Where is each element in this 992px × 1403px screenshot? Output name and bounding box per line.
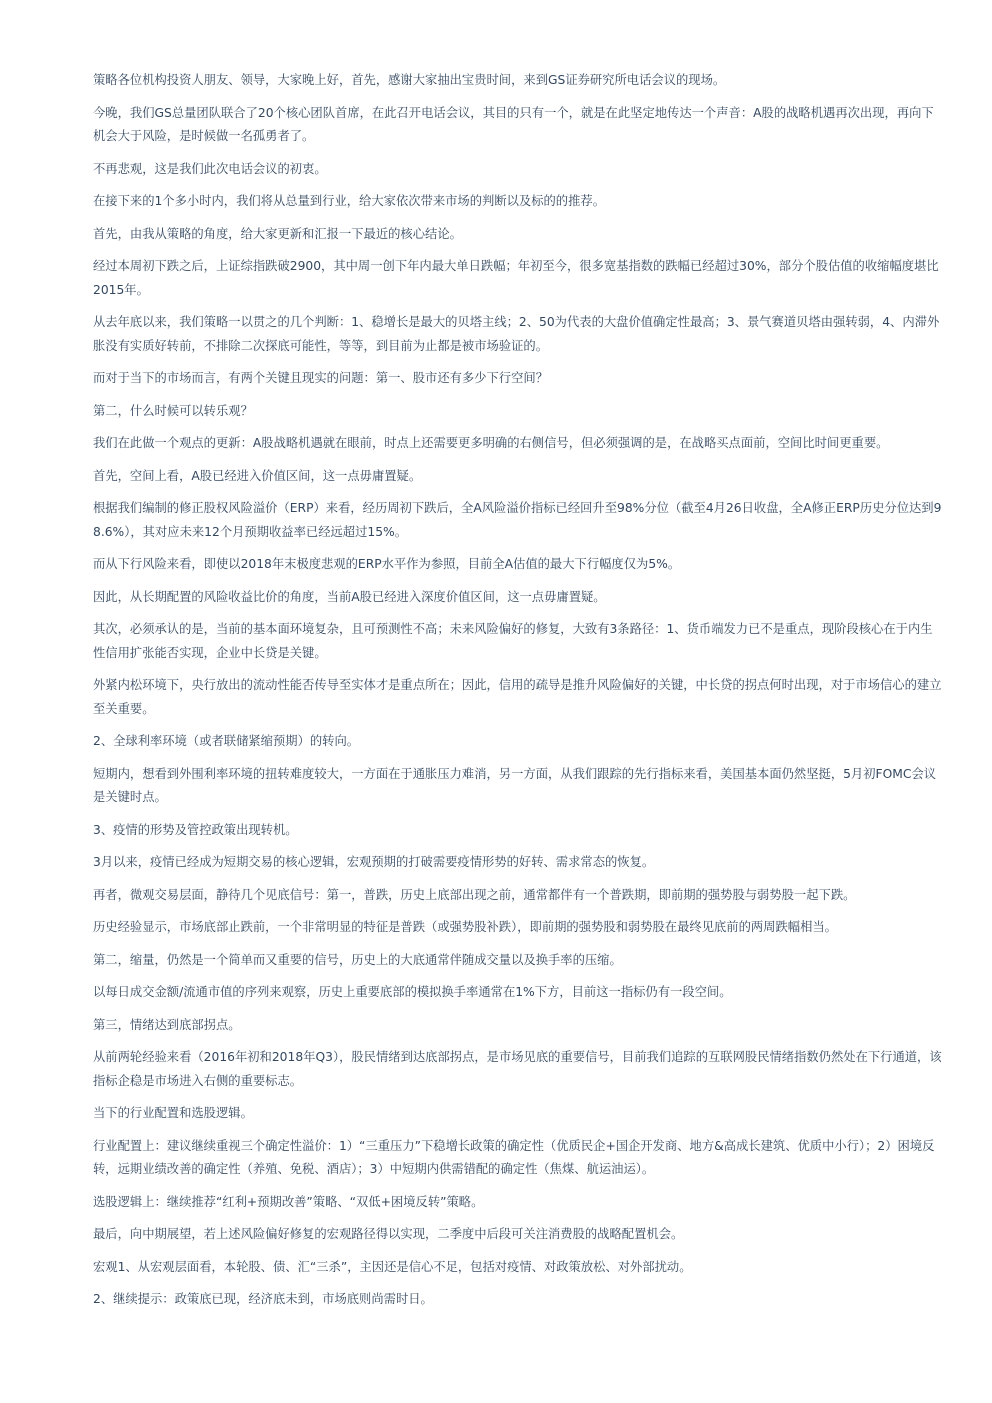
paragraph: 行业配置上：建议继续重视三个确定性溢价：1）“三重压力”下稳增长政策的确定性（优质民企+国企开发商、地方&高成长建筑、优质中小行）；2）困境反转，远期业绩改善的确定性（养殖、免税、酒店）；3）中短期内供需错配的确定性（焦煤、航运油运）。 [93,1138,935,1176]
paragraph: 不再悲观，这是我们此次电话会议的初衷。 [93,161,327,176]
paragraph: 首先，空间上看，A股已经进入价值区间，这一点毋庸置疑。 [93,468,422,483]
paragraph: 经过本周初下跌之后，上证综指跌破2900，其中周一创下年内最大单日跌幅；年初至今，很多宽基指数的跌幅已经超过30%，部分个股估值的收缩幅度堪比2015年。 [93,259,939,297]
paragraph: 首先，由我从策略的角度，给大家更新和汇报一下最近的核心结论。 [93,226,462,241]
paragraph: 从去年底以来，我们策略一以贯之的几个判断：1、稳增长是最大的贝塔主线；2、50为代表的大盘价值确定性最高；3、景气赛道贝塔由强转弱，4、内滞外胀没有实质好转前，不排除二次探底可能性，等等，到目前为止都是被市场验证的。 [93,315,940,353]
paragraph: 最后，向中期展望，若上述风险偏好修复的宏观路径得以实现，二季度中后段可关注消费股的战略配置机会。 [93,1227,684,1241]
paragraph: 2、全球利率环境（或者联储紧缩预期）的转向。 [93,734,360,748]
paragraph: 因此，从长期配置的风险收益比价的角度，当前A股已经进入深度价值区间，这一点毋庸置疑。 [93,589,606,604]
paragraph: 历史经验显示，市场底部止跌前，一个非常明显的特征是普跌（或强势股补跌），即前期的强势股和弱势股在最终见底前的两周跌幅相当。 [93,920,837,934]
paragraph: 策略各位机构投资人朋友、领导，大家晚上好，首先，感谢大家抽出宝贵时间，来到GS证券研究所电话会议的现场。 [93,73,726,87]
paragraph: 在接下来的1个多小时内，我们将从总量到行业，给大家依次带来市场的判断以及标的的推荐。 [93,194,605,208]
paragraph: 选股逻辑上：继续推荐“红利+预期改善”策略、“双低+困境反转”策略。 [93,1194,484,1209]
paragraph: 其次，必须承认的是，当前的基本面环境复杂，且可预测性不高；未来风险偏好的修复，大致有3条路径：1、货币端发力已不是重点，现阶段核心在于内生性信用扩张能否实现，企业中长贷是关键。 [93,622,933,660]
paragraph: 根据我们编制的修正股权风险溢价（ERP）来看，经历周初下跌后，全A风险溢价指标已经回升至98%分位（截至4月26日收盘，全A修正ERP历史分位达到98.6%），其对应未来12个月预期收益率已经远超过15%。 [93,501,942,539]
paragraph: 从前两轮经验来看（2016年初和2018年Q3），股民情绪到达底部拐点，是市场见底的重要信号，目前我们追踪的互联网股民情绪指数仍然处在下行通道，该指标企稳是市场进入右侧的重要标志。 [93,1050,942,1088]
paragraph: 今晚，我们GS总量团队联合了20个核心团队首席，在此召开电话会议，其目的只有一个，就是在此坚定地传达一个声音：A股的战略机遇再次出现，再向下机会大于风险，是时候做一名孤勇者了。 [93,105,934,143]
paragraph: 短期内，想看到外围利率环境的扭转难度较大，一方面在于通胀压力难消，另一方面，从我们跟踪的先行指标来看，美国基本面仍然坚挺，5月初FOMC会议是关键时点。 [93,766,937,804]
paragraph: 宏观1、从宏观层面看，本轮股、债、汇“三杀”，主因还是信心不足，包括对疫情、对政策放松、对外部扰动。 [93,1259,692,1274]
paragraph: 再者，微观交易层面，静待几个见底信号：第一，普跌，历史上底部出现之前，通常都伴有一个普跌期，即前期的强势股与弱势股一起下跌。 [93,887,856,902]
paragraph: 而从下行风险来看，即使以2018年末极度悲观的ERP水平作为参照，目前全A估值的最大下行幅度仅为5%。 [93,557,681,571]
paragraph: 我们在此做一个观点的更新：A股战略机遇就在眼前，时点上还需要更多明确的右侧信号，但必须强调的是，在战略买点面前，空间比时间更重要。 [93,436,889,450]
paragraph: 外紧内松环境下，央行放出的流动性能否传导至实体才是重点所在；因此，信用的疏导是推升风险偏好的关键，中长贷的拐点何时出现，对于市场信心的建立至关重要。 [93,678,942,716]
paragraph: 3、疫情的形势及管控政策出现转机。 [93,822,298,837]
paragraph: 3月以来，疫情已经成为短期交易的核心逻辑，宏观预期的打破需要疫情形势的好转、需求常态的恢复。 [93,855,655,869]
paragraph: 而对于当下的市场而言，有两个关键且现实的问题：第一、股市还有多少下行空间？ [93,371,548,385]
paragraph: 2、继续提示：政策底已现，经济底未到，市场底则尚需时日。 [93,1292,433,1306]
paragraph: 第二，缩量，仍然是一个简单而又重要的信号，历史上的大底通常伴随成交量以及换手率的压缩。 [93,952,622,967]
paragraph: 以每日成交金额/流通市值的序列来观察，历史上重要底部的模拟换手率通常在1%下方，目前这一指标仍有一段空间。 [93,985,732,999]
paragraph: 第二，什么时候可以转乐观？ [93,403,253,418]
paragraph: 第三，情绪达到底部拐点。 [93,1017,241,1032]
paragraph: 当下的行业配置和选股逻辑。 [93,1106,253,1120]
